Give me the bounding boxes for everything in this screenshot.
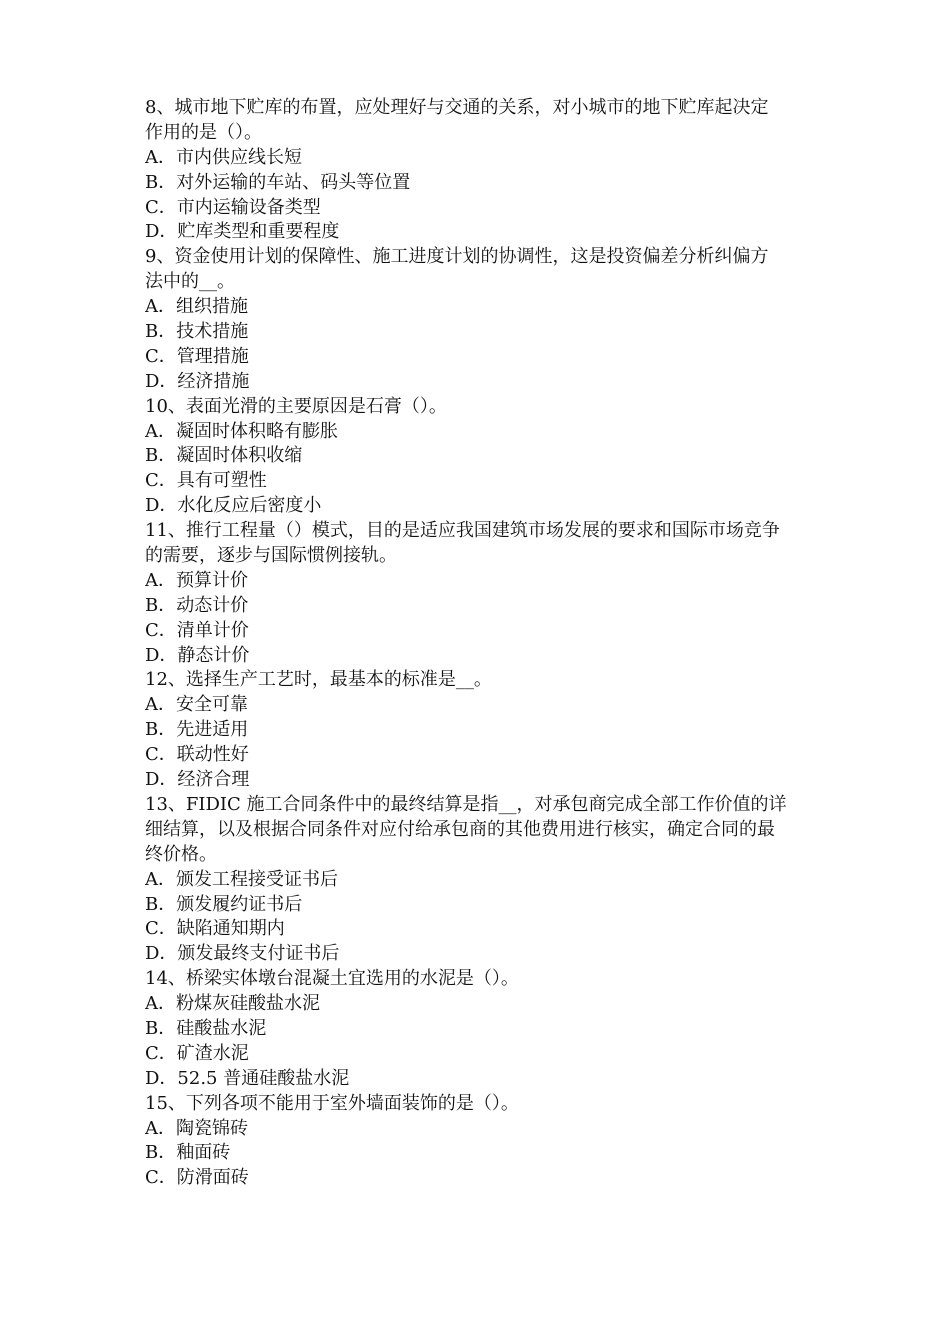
question-text-line: 12、选择生产工艺时，最基本的标准是__。	[145, 669, 492, 691]
answer-option: A．市内供应线长短	[145, 146, 302, 168]
question-text-line: 作用的是（）。	[145, 121, 262, 143]
answer-option: B．釉面砖	[145, 1142, 231, 1164]
answer-option: A．预算计价	[145, 569, 248, 591]
answer-option: C．缺陷通知期内	[145, 918, 285, 940]
question-text-line: 法中的__。	[145, 271, 235, 293]
answer-option: B．动态计价	[145, 594, 249, 616]
question-text-line: 13、FIDIC 施工合同条件中的最终结算是指__，对承包商完成全部工作价值的详	[145, 793, 787, 815]
answer-option: C．联动性好	[145, 744, 249, 766]
answer-option: C．市内运输设备类型	[145, 196, 321, 218]
question-text-line: 的需要，逐步与国际惯例接轨。	[145, 545, 397, 567]
answer-option: D．静态计价	[145, 644, 250, 666]
document-page	[145, 96, 815, 1191]
answer-option: C．矿渣水泥	[145, 1042, 249, 1064]
answer-option: B．颁发履约证书后	[145, 893, 303, 915]
answer-option: C．具有可塑性	[145, 470, 267, 492]
question-text-line: 9、资金使用计划的保障性、施工进度计划的协调性，这是投资偏差分析纠偏方	[145, 246, 769, 268]
answer-option: B．凝固时体积收缩	[145, 445, 303, 467]
answer-option: C．清单计价	[145, 619, 249, 641]
answer-option: A．颁发工程接受证书后	[145, 868, 338, 890]
question-text-line: 10、表面光滑的主要原因是石膏（）。	[145, 395, 447, 417]
answer-option: D．颁发最终支付证书后	[145, 943, 340, 965]
answer-option: D．经济措施	[145, 370, 250, 392]
answer-option: D．经济合理	[145, 769, 250, 791]
answer-option: B．先进适用	[145, 719, 249, 741]
answer-option: A．粉煤灰硅酸盐水泥	[145, 993, 320, 1015]
question-text-line: 终价格。	[145, 843, 217, 865]
answer-option: D．52.5 普通硅酸盐水泥	[145, 1067, 350, 1089]
answer-option: B．硅酸盐水泥	[145, 1017, 267, 1039]
answer-option: A．安全可靠	[145, 694, 248, 716]
question-text-line: 8、城市地下贮库的布置，应处理好与交通的关系，对小城市的地下贮库起决定	[145, 97, 769, 118]
question-text-line: 细结算，以及根据合同条件对应付给承包商的其他费用进行核实，确定合同的最	[145, 818, 775, 840]
answer-option: A．组织措施	[145, 296, 248, 318]
answer-option: C．管理措施	[145, 345, 249, 367]
answer-option: D．贮库类型和重要程度	[145, 221, 340, 243]
answer-option: B．技术措施	[145, 321, 249, 343]
answer-option: A．陶瓷锦砖	[145, 1117, 248, 1139]
question-text-line: 14、桥梁实体墩台混凝土宜选用的水泥是（）。	[145, 968, 519, 990]
answer-option: C．防滑面砖	[145, 1167, 249, 1189]
question-text-line: 15、下列各项不能用于室外墙面装饰的是（）。	[145, 1092, 519, 1114]
answer-option: A．凝固时体积略有膨胀	[145, 420, 338, 442]
question-text-line: 11、推行工程量（）模式，目的是适应我国建筑市场发展的要求和国际市场竞争	[145, 520, 780, 542]
answer-option: D．水化反应后密度小	[145, 495, 322, 517]
answer-option: B．对外运输的车站、码头等位置	[145, 171, 411, 193]
